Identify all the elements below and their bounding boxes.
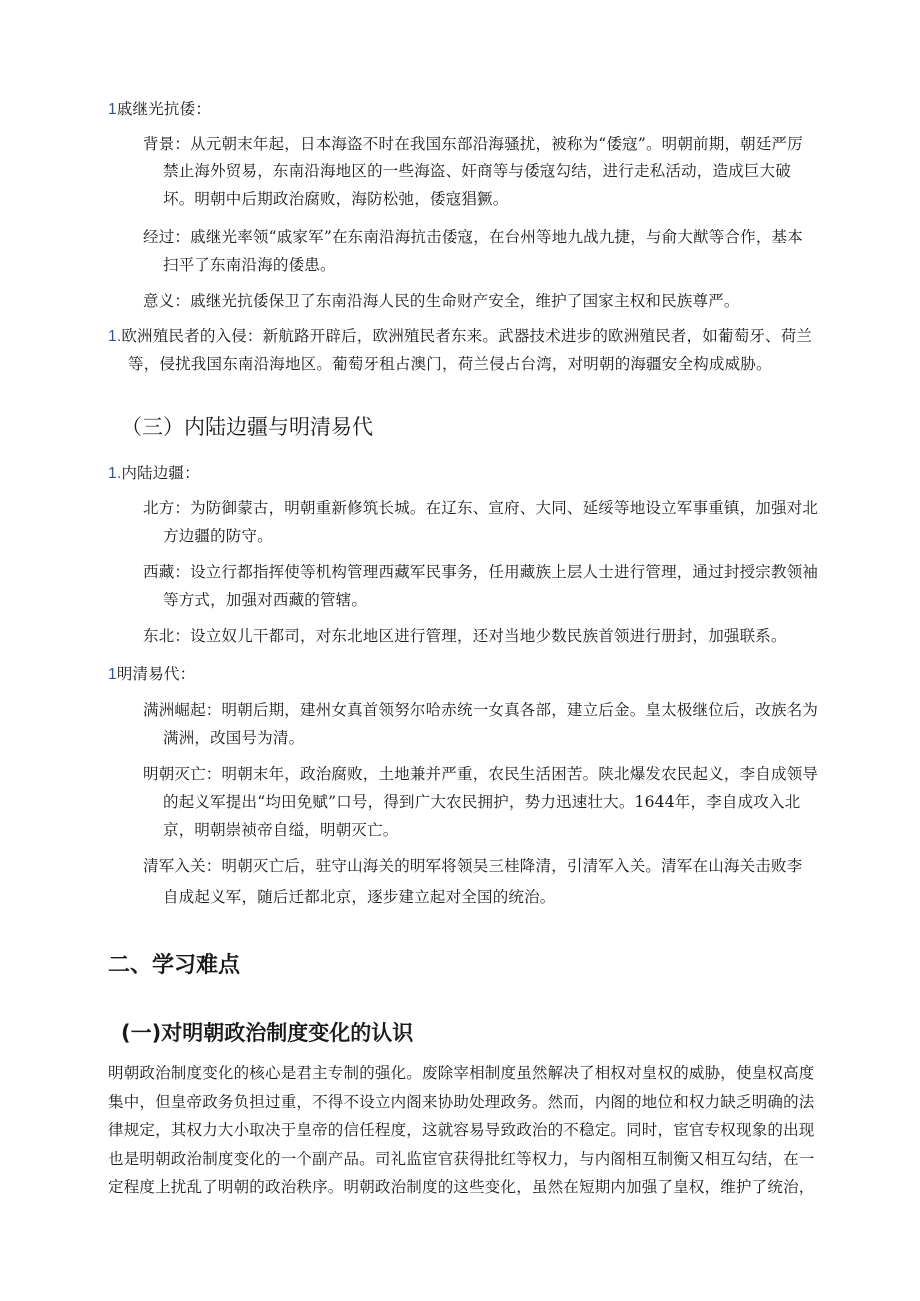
ming-fall-line-1: 明朝灭亡：明朝末年，政治腐败，土地兼并严重，农民生活困苦。陕北爆发农民起义，李自成领导 bbox=[143, 765, 819, 783]
paragraph-line: 定程度上扰乱了明朝的政治秩序。明朝政治制度的这些变化，虽然在短期内加强了皇权，维护了统治， bbox=[108, 1178, 815, 1196]
section-title-text: 明清易代： bbox=[116, 665, 196, 683]
heading-section-three: （三）内陆边疆与明清易代 bbox=[121, 415, 373, 439]
qing-entry-line-1: 清军入关：明朝灭亡后，驻守山海关的明军将领吴三桂降清，引清军入关。清军在山海关击败李 bbox=[143, 857, 803, 875]
manchu-line-1: 满洲崛起：明朝后期，建州女真首领努尔哈赤统一女真各部，建立后金。皇太极继位后，改族名为 bbox=[143, 701, 819, 719]
section-title-qi-jiguang bbox=[108, 99, 211, 120]
manchu-line-2: 满洲，改国号为清。 bbox=[163, 729, 305, 747]
colonists-line-2: 等，侵扰我国东南沿海地区。葡萄牙租占澳门，荷兰侵占台湾，对明朝的海疆安全构成威胁。 bbox=[128, 355, 772, 373]
meaning-line: 意义：戚继光抗倭保卫了东南沿海人民的生命财产安全，维护了国家主权和民族尊严。 bbox=[143, 292, 740, 310]
section-title-inland bbox=[108, 463, 200, 484]
tibet-line-1: 西藏：设立行都指挥使等机构管理西藏军民事务，任用藏族上层人士进行管理，通过封授宗教领袖 bbox=[143, 563, 819, 581]
list-number: 1 bbox=[108, 666, 117, 683]
paragraph-line: 集中，但皇帝政务负担过重，不得不设立内阁来协助处理政务。然而，内阁的地位和权力缺乏明确的法 bbox=[108, 1092, 815, 1111]
ming-fall-line-2: 的起义军提出“均田免赋”口号，得到广大农民拥护，势力迅速壮大。1644年，李自成攻入北 bbox=[163, 793, 801, 811]
colonists-text: 欧洲殖民者的入侵：新航路开辟后，欧洲殖民者东来。武器技术进步的欧洲殖民者，如葡萄牙、荷兰 bbox=[121, 327, 813, 345]
north-line-2: 方边疆的防守。 bbox=[163, 527, 273, 545]
colonists-line-1 bbox=[108, 326, 812, 347]
background-line-1: 背景：从元朝末年起，日本海盗不时在我国东部沿海骚扰，被称为“倭寇”。明朝前期，朝廷严厉 bbox=[143, 135, 803, 153]
list-number: 1 bbox=[108, 101, 117, 118]
course-line-1: 经过：戚继光率领“戚家军”在东南沿海抗击倭寇，在台州等地九战九捷，与俞大猷等合作，基本 bbox=[143, 228, 803, 246]
north-line-1: 北方：为防御蒙古，明朝重新修筑长城。在辽东、宣府、大同、延绥等地设立军事重镇，加强对北 bbox=[143, 499, 819, 517]
analysis-paragraph bbox=[108, 1063, 815, 1197]
ming-fall-line-3: 京，明朝崇祯帝自缢，明朝灭亡。 bbox=[163, 821, 399, 839]
course-line-2: 扫平了东南沿海的倭患。 bbox=[163, 256, 336, 274]
heading-study-difficulties: 二、学习难点 bbox=[108, 953, 241, 978]
list-number: 1. bbox=[108, 465, 122, 482]
background-line-2: 禁止海外贸易，东南沿海地区的一些海盗、奸商等与倭寇勾结，进行走私活动，造成巨大破 bbox=[163, 162, 792, 180]
paragraph-line: 律规定，其权力大小取决于皇帝的信任程度，这就容易导致政治的不稳定。同时，宦官专权现象的出现 bbox=[108, 1121, 815, 1139]
background-line-3: 坏。明朝中后期政治腐败，海防松弛，倭寇猖獗。 bbox=[163, 190, 509, 208]
list-number: 1. bbox=[108, 328, 122, 345]
paragraph-line: 也是明朝政治制度变化的一个副产品。司礼监宦官获得批红等权力，与内阁相互制衡又相互勾结，在一 bbox=[108, 1149, 815, 1168]
qing-entry-line-2: 自成起义军，随后迁都北京，逐步建立起对全国的统治。 bbox=[163, 888, 556, 906]
section-title-ming-qing bbox=[108, 664, 195, 685]
tibet-line-2: 等方式，加强对西藏的管辖。 bbox=[163, 591, 368, 609]
paragraph-line: 明朝政治制度变化的核心是君主专制的强化。废除宰相制度虽然解决了相权对皇权的威胁，使皇权高度 bbox=[108, 1064, 815, 1082]
section-title-text: 内陆边疆： bbox=[121, 464, 200, 482]
northeast-line: 东北：设立奴儿干都司，对东北地区进行管理，还对当地少数民族首领进行册封，加强联系。 bbox=[143, 627, 787, 645]
section-title-text: 戚继光抗倭： bbox=[116, 100, 212, 118]
heading-political-system: (一)对明朝政治制度变化的认识 bbox=[121, 1021, 414, 1045]
